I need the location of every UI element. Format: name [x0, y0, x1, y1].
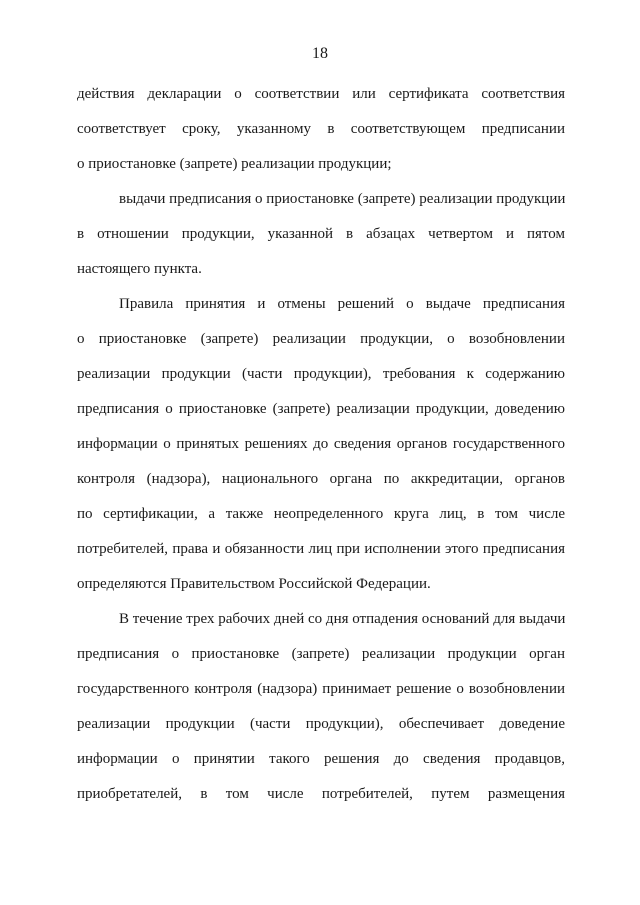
- paragraph-4-line-4: реализации продукции (части продукции), обеспечивает доведение: [77, 716, 565, 732]
- paragraph-2-line-2: в отношении продукции, указанной в абзацах четвертом и пятом: [77, 226, 565, 242]
- paragraph-3-line-5: информации о принятых решениях до сведения органов государственного: [77, 436, 565, 452]
- paragraph-3-line-1: Правила принятия и отмены решений о выдаче предписания: [119, 296, 565, 312]
- paragraph-3-line-2: о приостановке (запрете) реализации продукции, о возобновлении: [77, 331, 565, 347]
- page-number: 18: [312, 45, 328, 62]
- paragraph-4-line-2: предписания о приостановке (запрете) реализации продукции орган: [77, 646, 565, 662]
- paragraph-3-line-3: реализации продукции (части продукции), требования к содержанию: [77, 366, 565, 382]
- paragraph-1-line-2: соответствует сроку, указанному в соответствующем предписании: [77, 121, 565, 137]
- paragraph-3-line-8: потребителей, права и обязанности лиц при исполнении этого предписания: [77, 541, 565, 557]
- paragraph-4-line-1: В течение трех рабочих дней со дня отпадения оснований для выдачи: [119, 611, 565, 627]
- paragraph-1-line-3: о приостановке (запрете) реализации продукции;: [77, 156, 392, 172]
- paragraph-3-line-9: определяются Правительством Российской Федерации.: [77, 576, 431, 592]
- paragraph-3-line-4: предписания о приостановке (запрете) реализации продукции, доведению: [77, 401, 565, 417]
- paragraph-1-line-1: действия декларации о соответствии или сертификата соответствия: [77, 86, 565, 102]
- paragraph-2-line-1: выдачи предписания о приостановке (запрете) реализации продукции: [119, 191, 565, 207]
- paragraph-2-line-3: настоящего пункта.: [77, 261, 202, 277]
- paragraph-3-line-7: по сертификации, а также неопределенного круга лиц, в том числе: [77, 506, 565, 522]
- paragraph-4-line-6: приобретателей, в том числе потребителей, путем размещения: [77, 786, 565, 802]
- paragraph-4-line-3: государственного контроля (надзора) принимает решение о возобновлении: [77, 681, 565, 697]
- paragraph-4-line-5: информации о принятии такого решения до сведения продавцов,: [77, 751, 565, 767]
- paragraph-3-line-6: контроля (надзора), национального органа по аккредитации, органов: [77, 471, 565, 487]
